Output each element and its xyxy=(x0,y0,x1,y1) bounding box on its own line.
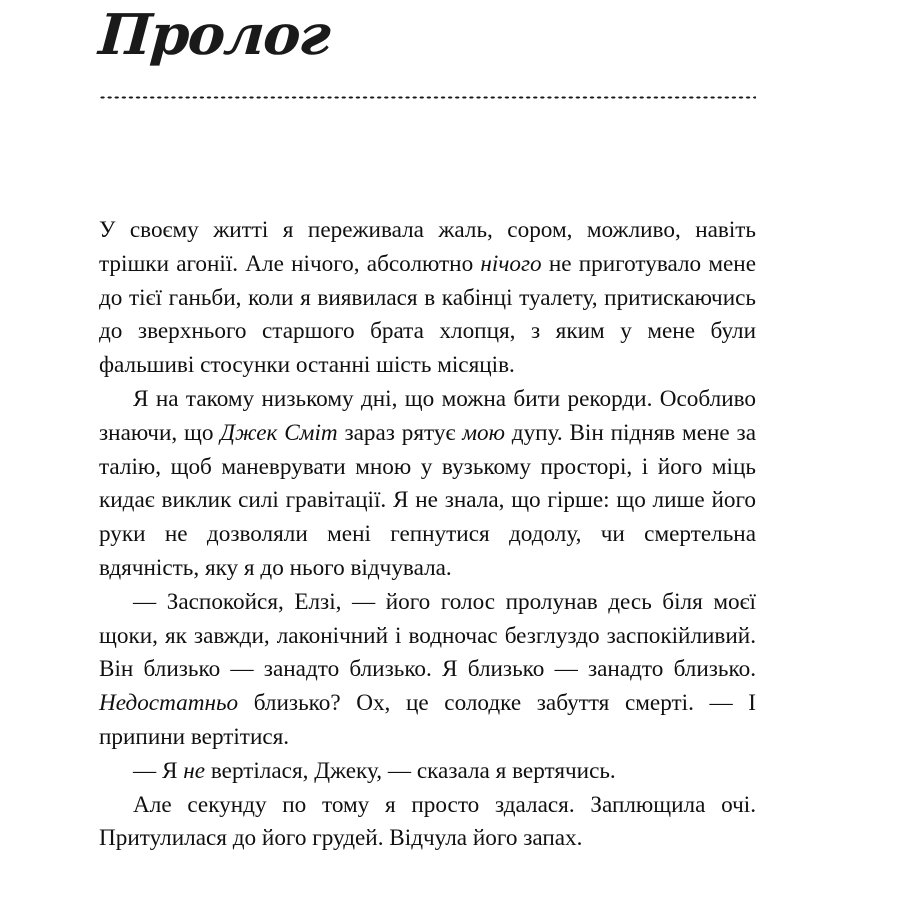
paragraph xyxy=(99,383,756,586)
text-run: дупу. Він підняв мене за талію, щоб маневрувати мною у вузькому просторі, і його міць кидає виклик силі гравітації. Я не знала, що гірше: що лише його руки не дозволяли мені гепнутися додолу, чи смертельна вдячність, яку я до нього відчувала. xyxy=(99,419,756,581)
emphasis-text: Джек Сміт xyxy=(220,419,338,446)
emphasis-text: Недостатньо xyxy=(99,690,239,717)
body-text-block xyxy=(99,214,756,856)
text-run: Але секунду по тому я просто здалася. Заплющила очі. Притулилася до його грудей. Відчула його запах. xyxy=(99,791,756,852)
paragraph xyxy=(99,789,756,857)
text-run: — Я xyxy=(133,757,184,784)
dotted-divider xyxy=(99,96,756,99)
paragraph xyxy=(99,586,756,755)
text-run: Я на такому низькому дні, що можна бити рекорди. Особливо знаючи, що xyxy=(99,385,756,446)
text-run: не приготувало мене до тієї ганьби, коли я виявилася в кабінці туалету, притискаючись до зверхнього старшого брата хлопця, з яким у мене були фальшиві стосунки останні шість місяців. xyxy=(99,250,756,379)
text-run: зараз рятує xyxy=(337,419,463,446)
emphasis-text: не xyxy=(183,757,206,784)
text-run: У своєму житті я переживала жаль, сором, можливо, навіть трішки агонії. Але нічого, абсолютно xyxy=(99,217,756,277)
text-run: близько? Ох, це солодке забуття смерті. — І припини вертітися. xyxy=(99,690,756,750)
text-run: вертілася, Джеку, — сказала я вертячись. xyxy=(205,757,616,784)
paragraph xyxy=(99,755,756,789)
paragraph xyxy=(99,214,756,383)
emphasis-text: нічого xyxy=(480,250,542,277)
text-run: — Заспокойся, Елзі, — його голос пролунав десь біля моєї щоки, як завжди, лаконічний і водночас безглуздо заспокійливий. Він близько — занадто близько. Я близько — занадто близько. xyxy=(99,588,756,683)
chapter-title: Пролог xyxy=(96,2,332,68)
emphasis-text: мою xyxy=(462,419,505,446)
